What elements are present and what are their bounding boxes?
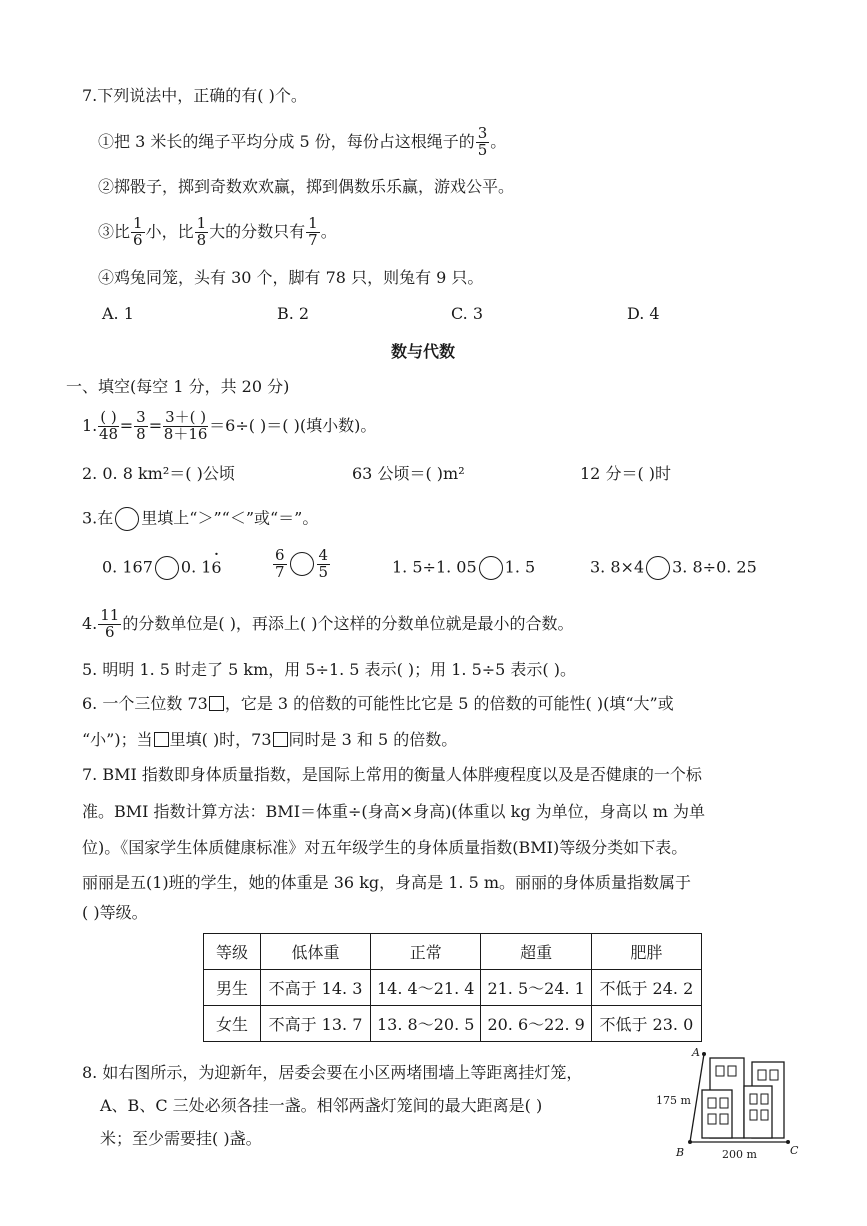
fraction: $\frac{11}{6}$ xyxy=(100,606,120,641)
q7-bmi-line-1: 7. BMI 指数即身体质量指数，是国际上常用的衡量人体胖瘦程度以及是否健康的一个标 xyxy=(82,765,702,784)
text: 1. 5 xyxy=(504,557,536,577)
table-cell: 13. 8～20. 5 xyxy=(371,1006,481,1042)
q7-statement-3 xyxy=(98,216,337,249)
table-header: 低体重 xyxy=(261,934,371,970)
q7-statement-1 xyxy=(98,126,506,159)
fraction: $\frac{6}{7}$ xyxy=(275,546,285,581)
table-cell: 20. 6～22. 9 xyxy=(481,1006,591,1042)
q7-s1-end: 。 xyxy=(490,131,507,151)
wall-bc-length: 200 m xyxy=(722,1148,757,1161)
fraction: $\frac{3}{5}$ xyxy=(477,124,488,159)
table-header: 正常 xyxy=(371,934,481,970)
section-title: 数与代数 xyxy=(391,342,456,361)
q8-line-2: A、B、C 三处必须各挂一盏。相邻两盏灯笼间的最大距离是( ) xyxy=(100,1096,543,1115)
q1-label: 1. xyxy=(82,415,98,435)
q7-bmi-line-5: ( )等级。 xyxy=(82,903,148,922)
table-cell: 14. 4～21. 4 xyxy=(371,970,481,1006)
q3-pair-2 xyxy=(272,548,331,581)
circle-blank[interactable] xyxy=(290,552,314,576)
square-blank xyxy=(209,696,224,711)
table-cell: 不高于 13. 7 xyxy=(261,1006,371,1042)
text: ，它是 3 的倍数的可能性比它是 5 的倍数的可能性( )(填“大”或 xyxy=(224,694,674,713)
circle-blank xyxy=(115,507,139,531)
table-header: 等级 xyxy=(204,934,261,970)
q7-stem: 7.下列说法中，正确的有( )个。 xyxy=(82,86,307,105)
q7-bmi-line-2: 准。BMI 指数计算方法：BMI＝体重÷(身高×身高)(体重以 kg 为单位，身高以 m 为单 xyxy=(82,802,706,821)
text: 3.在 xyxy=(82,508,114,528)
table-cell: 21. 5～24. 1 xyxy=(481,970,591,1006)
fraction: $\frac{1}{6}$ xyxy=(133,214,143,249)
wall-ab-length: 175 m xyxy=(656,1094,691,1107)
q6-line-2 xyxy=(82,730,457,749)
q7-statement-2: ②掷骰子，掷到奇数欢欢赢，掷到偶数乐乐赢，游戏公平。 xyxy=(98,177,515,196)
q5: 5. 明明 1. 5 时走了 5 km，用 5÷1. 5 表示( )；用 1. 5÷5 表示( )。 xyxy=(82,660,576,679)
q2-a: 2. 0. 8 km²＝( )公顷 xyxy=(82,464,235,483)
q7-bmi-line-4: 丽丽是五(1)班的学生，她的体重是 36 kg，身高是 1. 5 m。丽丽的身体质量指数属于 xyxy=(82,873,692,892)
circle-blank[interactable] xyxy=(155,556,179,580)
text: 3. 8×4 xyxy=(590,557,645,577)
fraction: $\frac{1}{8}$ xyxy=(196,214,207,249)
q3-pair-3 xyxy=(392,556,535,580)
q4-text: 的分数单位是( )，再添上( )个这样的分数单位就是最小的合数。 xyxy=(122,613,574,633)
option-b: B. 2 xyxy=(277,304,310,323)
table-header-row xyxy=(204,934,702,970)
text: 0. 167 xyxy=(102,557,153,577)
q8-line-3: 米；至少需要挂( )盏。 xyxy=(100,1129,262,1148)
q7-bmi-line-3: 位)。《国家学生体质健康标准》对五年级学生的身体质量指数(BMI)等级分类如下表。 xyxy=(82,838,688,857)
q4-label: 4. xyxy=(82,613,98,633)
table-cell: 男生 xyxy=(204,970,261,1006)
option-d: D. 4 xyxy=(627,304,660,323)
part-1-title: 一、填空(每空 1 分，共 20 分) xyxy=(66,377,290,396)
q8-line-1: 8. 如右图所示，为迎新年，居委会要在小区两堵围墙上等距离挂灯笼， xyxy=(82,1063,583,1082)
repeating-digit: 6 · xyxy=(211,558,221,577)
wall-diagram xyxy=(640,1046,810,1166)
equals: = xyxy=(119,415,134,435)
table-cell: 女生 xyxy=(204,1006,261,1042)
table-header: 超重 xyxy=(481,934,591,970)
q2-b: 63 公顷＝( )m² xyxy=(352,464,465,483)
text: 0. 1 xyxy=(180,557,212,577)
text: 6. 一个三位数 73 xyxy=(82,694,208,713)
q1 xyxy=(82,410,376,443)
table-row xyxy=(204,970,702,1006)
table-header: 肥胖 xyxy=(591,934,701,970)
square-blank xyxy=(273,732,288,747)
table-cell: 不低于 23. 0 xyxy=(591,1006,701,1042)
table-row xyxy=(204,1006,702,1042)
text: 。 xyxy=(320,221,337,241)
q7-s1-text: ①把 3 米长的绳子平均分成 5 份，每份占这根绳子的 xyxy=(98,131,475,151)
q7-statement-4: ④鸡兔同笼，头有 30 个，脚有 78 只，则兔有 9 只。 xyxy=(98,268,484,287)
option-c: C. 3 xyxy=(451,304,484,323)
point-c-label: C xyxy=(790,1144,799,1157)
q4 xyxy=(82,608,574,641)
fraction: $\frac{4}{5}$ xyxy=(318,546,329,581)
square-blank xyxy=(154,732,169,747)
q1-tail: ＝6÷( )＝( )(填小数)。 xyxy=(209,415,377,435)
fraction: $\frac{3+( )}{8+16}$ xyxy=(163,408,208,443)
text: 大的分数只有 xyxy=(209,221,306,241)
circle-blank[interactable] xyxy=(646,556,670,580)
point-b-label: B xyxy=(676,1146,685,1159)
q3-pair-1 xyxy=(102,556,222,580)
text: 里填上“＞”“＜”或“＝”。 xyxy=(141,508,319,528)
equals: = xyxy=(148,415,163,435)
fraction: $\frac{3}{8}$ xyxy=(136,408,146,443)
text: 里填( )时，73 xyxy=(169,730,272,749)
q3-stem xyxy=(82,507,318,531)
table-cell: 不高于 14. 3 xyxy=(261,970,371,1006)
q3-pair-4 xyxy=(590,556,757,580)
fraction: $\frac{( )}{48}$ xyxy=(98,408,119,443)
point-a-label: A xyxy=(692,1046,700,1059)
fraction: $\frac{1}{7}$ xyxy=(308,214,318,249)
q2-c: 12 分＝( )时 xyxy=(580,464,672,483)
text: 1. 5÷1. 05 xyxy=(392,557,477,577)
text: 同时是 3 和 5 的倍数。 xyxy=(288,730,458,749)
text: 3. 8÷0. 25 xyxy=(672,557,757,577)
circle-blank[interactable] xyxy=(479,556,503,580)
q6-line-1 xyxy=(82,694,674,713)
option-a: A. 1 xyxy=(102,304,134,323)
text: ③比 xyxy=(98,221,131,241)
table-cell: 不低于 24. 2 xyxy=(591,970,701,1006)
text: “小”)；当 xyxy=(82,730,153,749)
bmi-table xyxy=(203,933,702,1042)
text: 小，比 xyxy=(145,221,194,241)
